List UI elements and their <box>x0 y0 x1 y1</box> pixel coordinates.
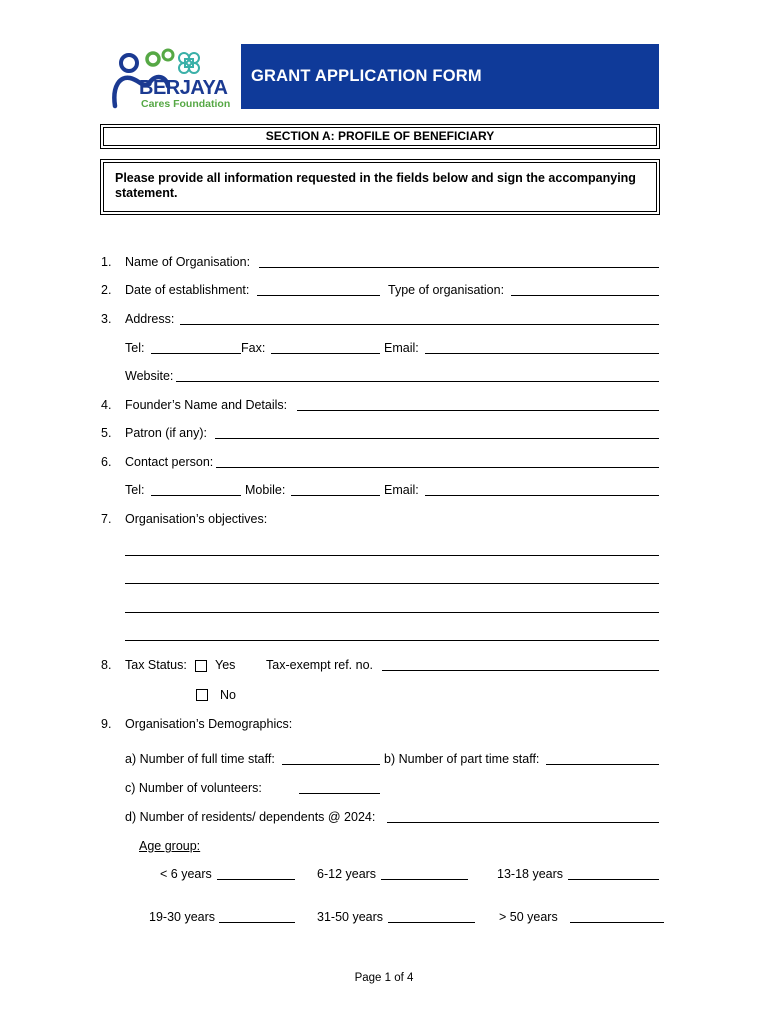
contact-tel-label: Tel: <box>125 483 145 497</box>
type-of-organisation-field[interactable] <box>511 281 659 296</box>
instructions-text: Please provide all information requested in the fields below and sign the accompanying statement. <box>103 162 657 212</box>
age-under-6-field[interactable] <box>217 865 295 880</box>
item-number: 4. <box>101 398 112 412</box>
volunteers-label: c) Number of volunteers: <box>125 781 262 795</box>
age-under-6-label: < 6 years <box>160 867 212 881</box>
address-label: Address: <box>125 312 175 326</box>
name-of-organisation-field[interactable] <box>259 253 659 268</box>
contact-person-field[interactable] <box>216 453 659 468</box>
age-group-row-2 <box>0 908 768 926</box>
age-group-heading-row <box>0 837 768 855</box>
tax-status-no-label: No <box>220 688 236 702</box>
contact-email-field[interactable] <box>425 481 659 496</box>
objectives-line-4[interactable] <box>125 626 659 641</box>
logo-subtitle: Cares Foundation <box>141 98 231 110</box>
email-field[interactable] <box>425 339 659 354</box>
mobile-field[interactable] <box>291 481 380 496</box>
tax-exempt-ref-field[interactable] <box>382 656 659 671</box>
founder-field[interactable] <box>297 396 659 411</box>
website-label: Website: <box>125 369 174 383</box>
tax-exempt-ref-label: Tax-exempt ref. no. <box>266 658 373 672</box>
email-label: Email: <box>384 341 419 355</box>
full-time-staff-field[interactable] <box>282 750 380 765</box>
field-row-website <box>0 367 768 385</box>
tel-label: Tel: <box>125 341 145 355</box>
objectives-line-3[interactable] <box>125 598 659 613</box>
age-over-50-field[interactable] <box>570 908 664 923</box>
field-row-org-contact <box>0 339 768 357</box>
mobile-label: Mobile: <box>245 483 286 497</box>
objectives-label: Organisation’s objectives: <box>125 512 268 526</box>
age-group-heading: Age group: <box>139 839 201 853</box>
page-number: Page 1 of 4 <box>354 972 414 984</box>
item-number: 1. <box>101 255 112 269</box>
founder-label: Founder’s Name and Details: <box>125 398 288 412</box>
field-row-establishment <box>0 281 768 299</box>
field-row-demographics <box>0 715 768 733</box>
section-a-title: SECTION A: PROFILE OF BENEFICIARY <box>103 127 657 146</box>
field-row-volunteers <box>0 779 768 797</box>
age-over-50-label: > 50 years <box>499 910 558 924</box>
form-title: GRANT APPLICATION FORM <box>251 67 482 85</box>
contact-email-label: Email: <box>384 483 419 497</box>
section-a-box <box>100 124 660 149</box>
age-group-row-1 <box>0 865 768 883</box>
item-number: 5. <box>101 426 112 440</box>
objectives-line-1[interactable] <box>125 541 659 556</box>
berjaya-logo <box>110 46 238 114</box>
contact-person-label: Contact person: <box>125 455 214 469</box>
tax-status-yes-checkbox[interactable] <box>195 660 207 672</box>
name-of-organisation-label: Name of Organisation: <box>125 255 251 269</box>
field-row-residents <box>0 808 768 826</box>
residents-label: d) Number of residents/ dependents @ 2024: <box>125 810 376 824</box>
field-row-staff <box>0 750 768 768</box>
form-title-banner <box>241 44 659 109</box>
field-row-tax-status-no <box>0 686 768 704</box>
fax-label: Fax: <box>241 341 266 355</box>
item-number: 7. <box>101 512 112 526</box>
contact-tel-field[interactable] <box>151 481 241 496</box>
field-row-founder <box>0 396 768 414</box>
address-field[interactable] <box>180 310 659 325</box>
type-of-organisation-label: Type of organisation: <box>388 283 505 297</box>
age-13-18-field[interactable] <box>568 865 659 880</box>
residents-field[interactable] <box>387 808 659 823</box>
age-31-50-label: 31-50 years <box>317 910 384 924</box>
field-row-name-of-organisation <box>0 253 768 271</box>
field-row-objectives <box>0 510 768 528</box>
patron-label: Patron (if any): <box>125 426 207 440</box>
date-of-establishment-label: Date of establishment: <box>125 283 250 297</box>
field-row-patron <box>0 424 768 442</box>
objectives-line-2[interactable] <box>125 569 659 584</box>
age-6-12-field[interactable] <box>381 865 468 880</box>
item-number: 6. <box>101 455 112 469</box>
item-number: 8. <box>101 658 112 672</box>
date-of-establishment-field[interactable] <box>257 281 380 296</box>
field-row-contact-details <box>0 481 768 499</box>
age-31-50-field[interactable] <box>388 908 475 923</box>
field-row-address <box>0 310 768 328</box>
volunteers-field[interactable] <box>299 779 380 794</box>
tax-status-yes-label: Yes <box>215 658 236 672</box>
tax-status-no-checkbox[interactable] <box>196 689 208 701</box>
item-number: 2. <box>101 283 112 297</box>
item-number: 3. <box>101 312 112 326</box>
patron-field[interactable] <box>215 424 659 439</box>
age-19-30-label: 19-30 years <box>149 910 216 924</box>
demographics-label: Organisation’s Demographics: <box>125 717 293 731</box>
full-time-staff-label: a) Number of full time staff: <box>125 752 275 766</box>
part-time-staff-field[interactable] <box>546 750 659 765</box>
tax-status-label: Tax Status: <box>125 658 187 672</box>
fax-field[interactable] <box>271 339 380 354</box>
logo-wordmark: BERJAYA <box>139 77 228 99</box>
field-row-tax-status <box>0 656 768 674</box>
item-number: 9. <box>101 717 112 731</box>
age-13-18-label: 13-18 years <box>497 867 564 881</box>
tel-field[interactable] <box>151 339 241 354</box>
instructions-box <box>100 159 660 215</box>
website-field[interactable] <box>176 367 659 382</box>
age-19-30-field[interactable] <box>219 908 295 923</box>
field-row-contact-person <box>0 453 768 471</box>
part-time-staff-label: b) Number of part time staff: <box>384 752 540 766</box>
age-6-12-label: 6-12 years <box>317 867 377 881</box>
